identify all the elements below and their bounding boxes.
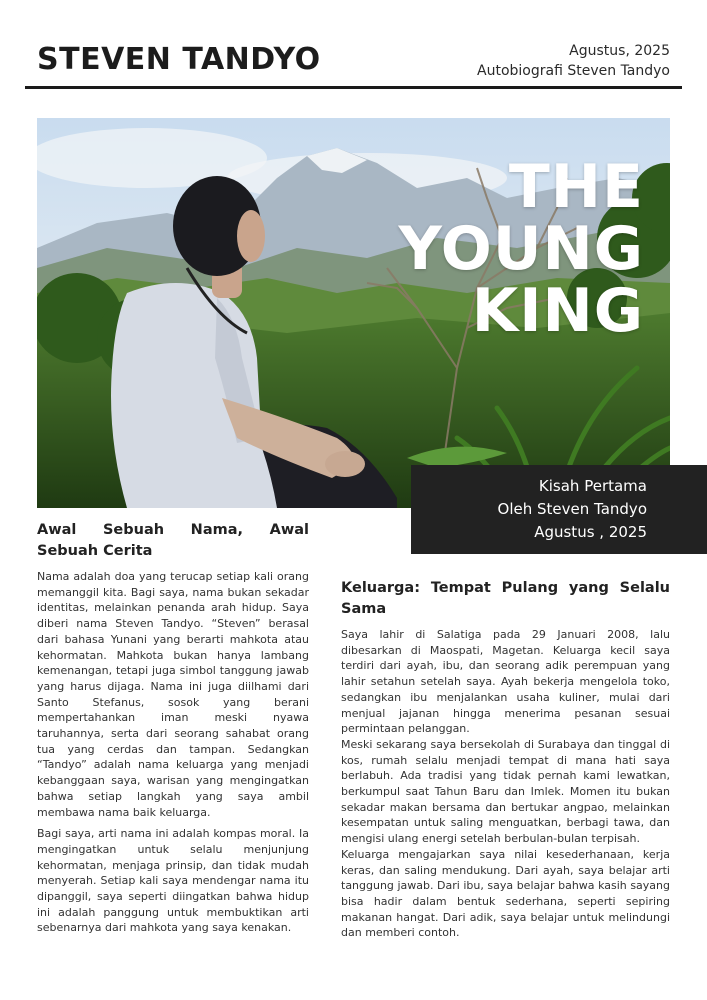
left-article-paragraph: Bagi saya, arti nama ini adalah kompas moral. Ia mengingatkan untuk selalu menjunjung kehormatan, menjaga prinsip, dan tidak mudah menyerah. Setiap kali saya mendengar nama itu dipanggil, saya seperti diingatkan bahwa hidup ini adalah panggung untuk membuktikan arti sebenarnya dari mahkota yang saya kenakan. <box>37 827 309 935</box>
cover-title <box>398 152 645 346</box>
caption-byline: Oleh Steven Tandyo <box>497 500 647 518</box>
right-article <box>341 578 670 941</box>
header-divider <box>25 86 682 89</box>
caption-story-label: Kisah Pertama <box>538 477 647 495</box>
left-article <box>37 520 309 942</box>
story-caption-box <box>411 465 707 554</box>
author-name: STEVEN TANDYO <box>37 42 321 77</box>
cover-title-line-1: THE <box>508 152 644 222</box>
header-meta <box>477 41 670 81</box>
right-article-paragraph: Meski sekarang saya bersekolah di Surabaya dan tinggal di kos, rumah selalu menjadi tempat di mana hati saya berlabuh. Ada tradisi yang tidak pernah kami lewatkan, berkumpul saat Tahun Baru dan Imlek. Momen itu bukan sekadar makan bersama dan bertukar angpao, melainkan kesempatan untuk saling menguatkan, berbagi tawa, dan mengisi ulang energi setelah berbulan-bulan terpisah. <box>341 737 670 846</box>
caption-date: Agustus , 2025 <box>534 523 647 541</box>
left-article-heading: Awal Sebuah Nama, Awal Sebuah Cerita <box>37 522 309 559</box>
left-article-paragraph: Nama adalah doa yang terucap setiap kali orang memanggil kita. Bagi saya, nama bukan sekadar identitas, melainkan penanda arah hidup. Saya diberi nama Steven Tandyo. “Steven” berasal dari bahasa Yunani yang berarti mahkota atau kehormatan. Mahkota bukan hanya lambang kemenangan, tetapi juga simbol tanggung jawab yang harus dijaga. Nama ini juga diilhami dari Santo Stefanus, sosok yang berani mempertahankan iman meski nyawa taruhannya, serta dari seorang sahabat orang tua yang cerdas dan tampan. Sedangkan “Tandyo” adalah nama keluarga yang menjadi kebanggaan saya, warisan yang mengingatkan bahwa setiap langkah yang saya ambil membawa nama baik keluarga. <box>37 570 309 819</box>
header-date: Agustus, 2025 <box>569 43 670 59</box>
right-article-paragraph: Saya lahir di Salatiga pada 29 Januari 2008, lalu dibesarkan di Maospati, Magetan. Keluarga kecil saya terdiri dari ayah, ibu, dan seorang adik perempuan yang lahir setahun setelah saya. Ayah bekerja mengelola toko, sedangkan ibu menjalankan usaha kuliner, mulai dari menjual jajanan hingga menerima pesanan sesuai permintaan pelanggan. <box>341 628 670 736</box>
right-article-paragraph: Keluarga mengajarkan saya nilai kesederhanaan, kerja keras, dan saling mendukung. Dari ayah, saya belajar arti tanggung jawab. Dari ibu, saya belajar bahwa kasih sayang bisa hadir dalam bentuk sederhana, seperti sepiring makanan hangat. Dari adik, saya belajar untuk melindungi dan memberi contoh. <box>341 847 670 940</box>
cover-title-line-2: YOUNG <box>398 214 644 284</box>
hero-photo <box>37 118 670 508</box>
header-subtitle: Autobiografi Steven Tandyo <box>477 63 670 79</box>
cover-title-line-3: KING <box>471 276 644 346</box>
right-article-heading: Keluarga: Tempat Pulang yang Selalu Sama <box>341 580 670 617</box>
